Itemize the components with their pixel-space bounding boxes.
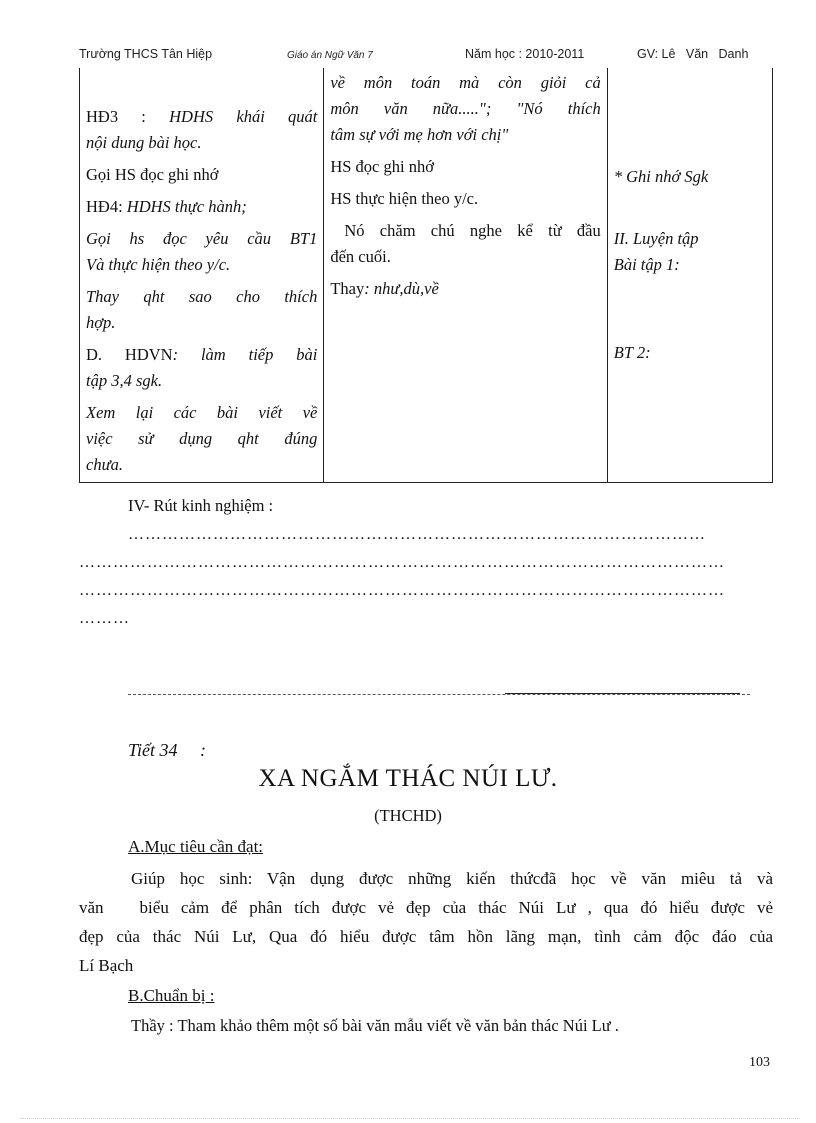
header-school: Trường THCS Tân Hiệp	[79, 47, 213, 61]
review-instruction-end: chưa.	[86, 455, 123, 474]
hd4-label: HĐ4:	[86, 197, 127, 216]
example-quote-end: tâm sự với mẹ hơn với chị"	[330, 125, 509, 144]
hd3-text: HDHS khái quát	[169, 107, 318, 126]
example-quote: về môn toán mà còn giỏi cả	[330, 73, 601, 92]
memo-note: * Ghi nhớ Sgk	[613, 167, 709, 186]
hd3-label: HĐ3 :	[86, 107, 170, 126]
replace-instruction: Thay qht sao cho thích	[86, 287, 318, 306]
example-quote-cont: môn văn nữa....."; "Nó thích	[330, 99, 601, 118]
review-instruction-cont: việc sử dụng qht đúng	[86, 429, 318, 448]
objective-line-4: Lí Bạch	[79, 956, 134, 975]
objective-line-3: đẹp của thác Núi Lư, Qua đó hiểu được tâm hồn lãng mạn, tình cảm độc đáo của	[79, 927, 773, 946]
lesson-period: Tiết 34 :	[128, 740, 207, 760]
teacher-activity-cell	[80, 68, 324, 483]
header-school-year: Năm học : 2010-2011	[465, 47, 585, 61]
exercise-1-label: Bài tập 1:	[613, 255, 680, 274]
exercise-2-label: BT 2:	[613, 343, 651, 362]
example-sentence-cont: đến cuối.	[330, 247, 391, 266]
student-read-memo: HS đọc ghi nhớ	[330, 157, 434, 176]
hd3-text-cont: nội dung bài học.	[86, 133, 202, 152]
review-instruction: Xem lại các bài viết về	[86, 403, 318, 422]
experience-dots-4: ………	[79, 610, 130, 627]
page-bottom-border	[20, 1118, 800, 1119]
lesson-subtitle: (THCHD)	[374, 806, 442, 825]
lesson-title: XA NGẮM THÁC NÚI LƯ.	[258, 765, 558, 792]
hd4-text: HDHS thực hành;	[126, 197, 247, 216]
hdvn-text-cont: tập 3,4 sgk.	[86, 371, 163, 390]
page-number: 103	[749, 1055, 770, 1070]
objective-line-2: văn biểu cảm để phân tích được vẻ đẹp của thác Núi Lư , qua đó hiểu được vẻ	[79, 898, 773, 917]
experience-dots-2: ……………………………………………………………………………………………………	[79, 554, 725, 571]
replace-instruction-cont: hợp.	[86, 313, 116, 332]
student-activity-cell	[324, 68, 607, 483]
hdvn-text: : làm tiếp bài	[172, 345, 318, 364]
bt1-instruction: Gọi hs đọc yêu cầu BT1	[86, 229, 318, 248]
replace-label: Thay	[330, 279, 365, 298]
experience-label: IV- Rút kinh nghiệm :	[128, 496, 274, 515]
section-b-heading: B.Chuẩn bị :	[128, 986, 215, 1005]
content-cell	[607, 68, 772, 483]
read-memo-instruction: Gọi HS đọc ghi nhớ	[86, 165, 219, 184]
practice-heading: II. Luyện tập	[613, 229, 699, 248]
bt1-instruction-cont: Và thực hiện theo y/c.	[86, 255, 231, 274]
experience-dots-3: ……………………………………………………………………………………………………	[79, 582, 725, 599]
teacher-preparation: Thầy : Tham khảo thêm một số bài văn mẫu viết về văn bản thác Núi Lư .	[131, 1016, 619, 1035]
section-a-heading: A.Mục tiêu cần đạt:	[128, 837, 264, 856]
section-divider-solid	[505, 693, 740, 694]
hdvn-label: D. HDVN	[86, 345, 173, 364]
example-sentence: Nó chăm chú nghe kể từ đầu	[344, 221, 601, 240]
experience-dots-1: …………………………………………………………………………………………	[128, 526, 706, 543]
header-subject: Giáo án Ngữ Văn 7	[287, 50, 373, 61]
lesson-activity-table	[79, 68, 773, 483]
replace-words: : như,dù,về	[364, 279, 439, 298]
header-teacher: GV: Lê Văn Danh	[637, 47, 749, 61]
table-row	[80, 68, 773, 483]
objective-line-1: Giúp học sinh: Vận dụng được những kiến thứcđã học về văn miêu tả và	[131, 869, 773, 888]
section-divider	[128, 694, 750, 695]
student-do-task: HS thực hiện theo y/c.	[330, 189, 479, 208]
